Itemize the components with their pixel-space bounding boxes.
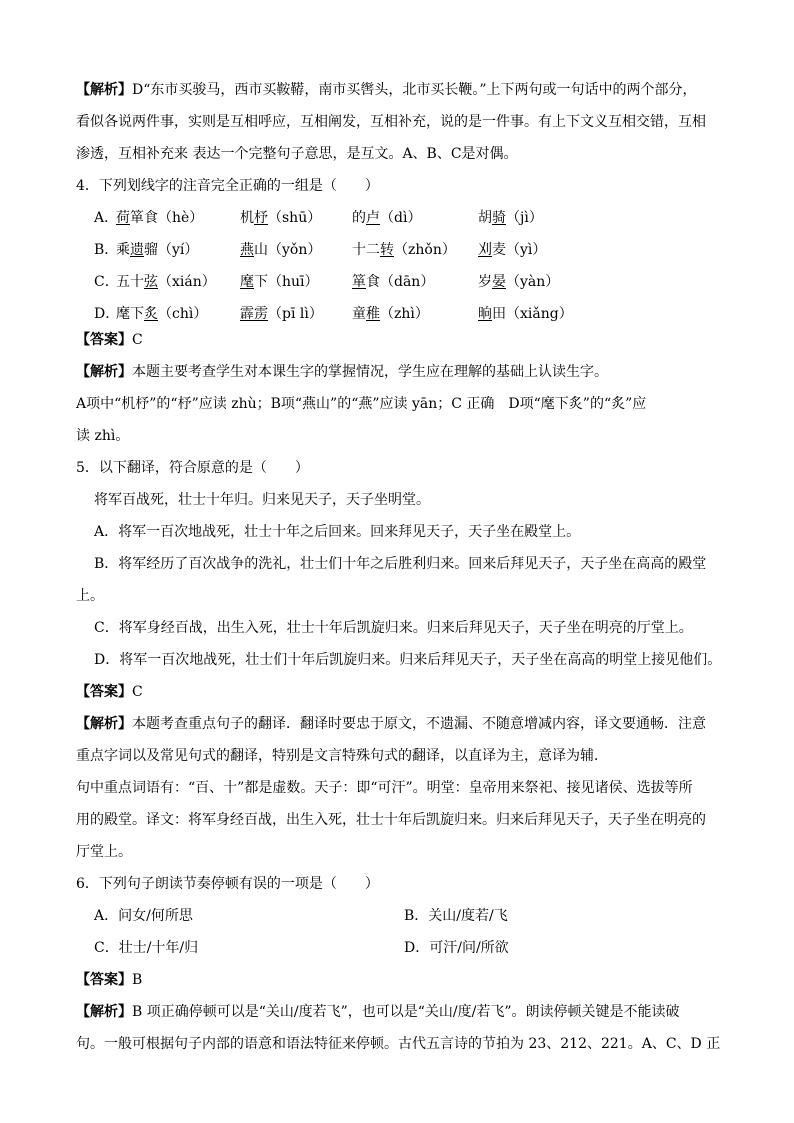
underlined-character: 晌 <box>478 306 492 322</box>
question-4-analysis-line-1: 【解析】本题主要考查学生对本课生字的掌握情况，学生应在理解的基础上认读生字。 <box>76 364 608 380</box>
underlined-character: 霹雳 <box>240 306 268 322</box>
question-5-option-c: C．将军身经百战，出生入死，壮士十年后凯旋归来。归来后拜见天子，天子坐在明亮的厅堂上。 <box>94 620 693 636</box>
underlined-character: 骑 <box>492 210 506 226</box>
question-5-analysis-line-1: 【解析】本题考查重点句子的翻译．翻译时要忠于原文，不遗漏、不随意增减内容，译文要通畅．注意 <box>76 716 706 732</box>
question-4-option-item: 五十弦（xián） <box>116 274 216 290</box>
question-4-stem: 4．下列划线字的注音完全正确的一组是（ ） <box>76 178 379 194</box>
question-4-answer: 【答案】C <box>76 332 143 348</box>
question-4-option-item: 荷箪食（hè） <box>116 210 204 226</box>
prev-analysis-line-1: 【解析】D“东市买骏马，西市买鞍鞯，南市买辔头，北市买长鞭。”上下两句或一句话中的两个部分， <box>76 82 697 98</box>
question-4-option-item: 童稚（zhì） <box>352 306 429 322</box>
underlined-character: 弦 <box>144 274 158 290</box>
question-4-option-item: 岁晏（yàn） <box>478 274 560 290</box>
question-4-option-item: 麾下炙（chì） <box>116 306 208 322</box>
underlined-character: 杼 <box>254 210 268 226</box>
underlined-character: 炙 <box>144 306 158 322</box>
underlined-character: 麾 <box>240 274 254 290</box>
question-4-analysis-line-2: A项中“机杼”的“杼”应读 zhù；B项“燕山”的“燕”应读 yān；C 正确 D项“麾下炙”的“炙”应 <box>76 396 647 412</box>
question-4-option-item: 机杼（shū） <box>240 210 322 226</box>
question-4-option-letter: B． <box>94 242 119 258</box>
analysis-label: 【解析】 <box>76 82 132 98</box>
question-4-option-item: 胡骑（jì） <box>478 210 543 226</box>
prev-analysis-line-3: 渗透，互相补充来 表达一个完整句子意思，是互文。A、B、C是对偶。 <box>76 146 518 162</box>
question-5-analysis-line-4: 用的殿堂。译文：将军身经百战，出生入死，壮士十年后凯旋归来。归来后拜见天子，天子坐在明亮的 <box>76 812 706 828</box>
question-5-option-b-cont: 上。 <box>76 588 104 604</box>
underlined-character: 稚 <box>366 306 380 322</box>
question-4-option-letter: D． <box>94 306 120 322</box>
question-6-analysis-line-2: 句。一般可根据句子内部的语意和语法特征来停顿。古代五言诗的节拍为 23、212、221。A、C、D 正 <box>76 1036 721 1052</box>
question-4-analysis-line-3: 读 zhì。 <box>76 428 130 444</box>
prev-analysis-line-2: 看似各说两件事，实则是互相呼应，互相阐发，互相补充，说的是一件事。有上下文义互相交错，互相 <box>76 114 706 130</box>
question-6-stem: 6．下列句子朗读节奏停顿有误的一项是（ ） <box>76 876 379 892</box>
underlined-character: 荷 <box>116 210 130 226</box>
question-5-option-d: D．将军一百次地战死，壮士们十年后凯旋归来。归来后拜见天子，天子坐在高高的明堂上接见他们。 <box>94 652 722 668</box>
underlined-character: 卢 <box>366 210 380 226</box>
question-6-option-d: D．可汗/问/所欲 <box>404 940 509 956</box>
underlined-character: 遗 <box>130 242 144 258</box>
question-5-analysis-line-2: 重点字词以及常见句式的翻译，特别是文言特殊句式的翻译，以直译为主，意译为辅． <box>76 748 608 764</box>
question-4-option-letter: C． <box>94 274 119 290</box>
question-6-option-c: C．壮士/十年/归 <box>94 940 199 956</box>
question-6-answer: 【答案】B <box>76 972 143 988</box>
question-4-option-item: 燕山（yǒn） <box>240 242 322 258</box>
question-6-option-a: A．问女/何所思 <box>94 908 193 924</box>
underlined-character: 晏 <box>492 274 506 290</box>
question-5-stem: 5．以下翻译，符合原意的是（ ） <box>76 460 309 476</box>
question-4-option-letter: A． <box>94 210 119 226</box>
question-5-answer: 【答案】C <box>76 684 143 700</box>
question-5-analysis-line-5: 厅堂上。 <box>76 844 132 860</box>
question-4-option-item: 的卢（dì） <box>352 210 422 226</box>
underlined-character: 箪 <box>352 274 366 290</box>
underlined-character: 刈 <box>478 242 492 258</box>
underlined-character: 燕 <box>240 242 254 258</box>
question-5-quote: 将军百战死，壮士十年归。归来见天子，天子坐明堂。 <box>94 492 430 508</box>
question-4-option-item: 箪食（dān） <box>352 274 435 290</box>
question-5-analysis-line-3: 句中重点词语有：“百、十”都是虚数。天子：即“可汗”。明堂：皇帝用来祭祀、接见诸侯、选拔等所 <box>76 780 693 796</box>
question-4-option-item: 晌田（xiǎng） <box>478 306 573 322</box>
question-4-option-item: 乘遗骝（yí） <box>116 242 199 258</box>
question-4-option-item: 刈麦（yì） <box>478 242 547 258</box>
question-5-option-b: B．将军经历了百次战争的洗礼，壮士们十年之后胜利归来。回来后拜见天子，天子坐在高高的殿堂 <box>94 556 707 572</box>
question-5-option-a: A．将军一百次地战死，壮士十年之后回来。回来拜见天子，天子坐在殿堂上。 <box>94 524 581 540</box>
question-6-analysis-line-1: 【解析】B 项正确停顿可以是“关山/度若飞”，也可以是“关山/度/若飞”。朗读停顿关键是不能读破 <box>76 1004 680 1020</box>
underlined-character: 转 <box>380 242 394 258</box>
question-6-option-b: B．关山/度若/飞 <box>404 908 508 924</box>
question-4-option-item: 霹雳（pī lì） <box>240 306 323 322</box>
question-4-option-item: 麾下（huī） <box>240 274 319 290</box>
question-4-option-item: 十二转（zhǒn） <box>352 242 456 258</box>
